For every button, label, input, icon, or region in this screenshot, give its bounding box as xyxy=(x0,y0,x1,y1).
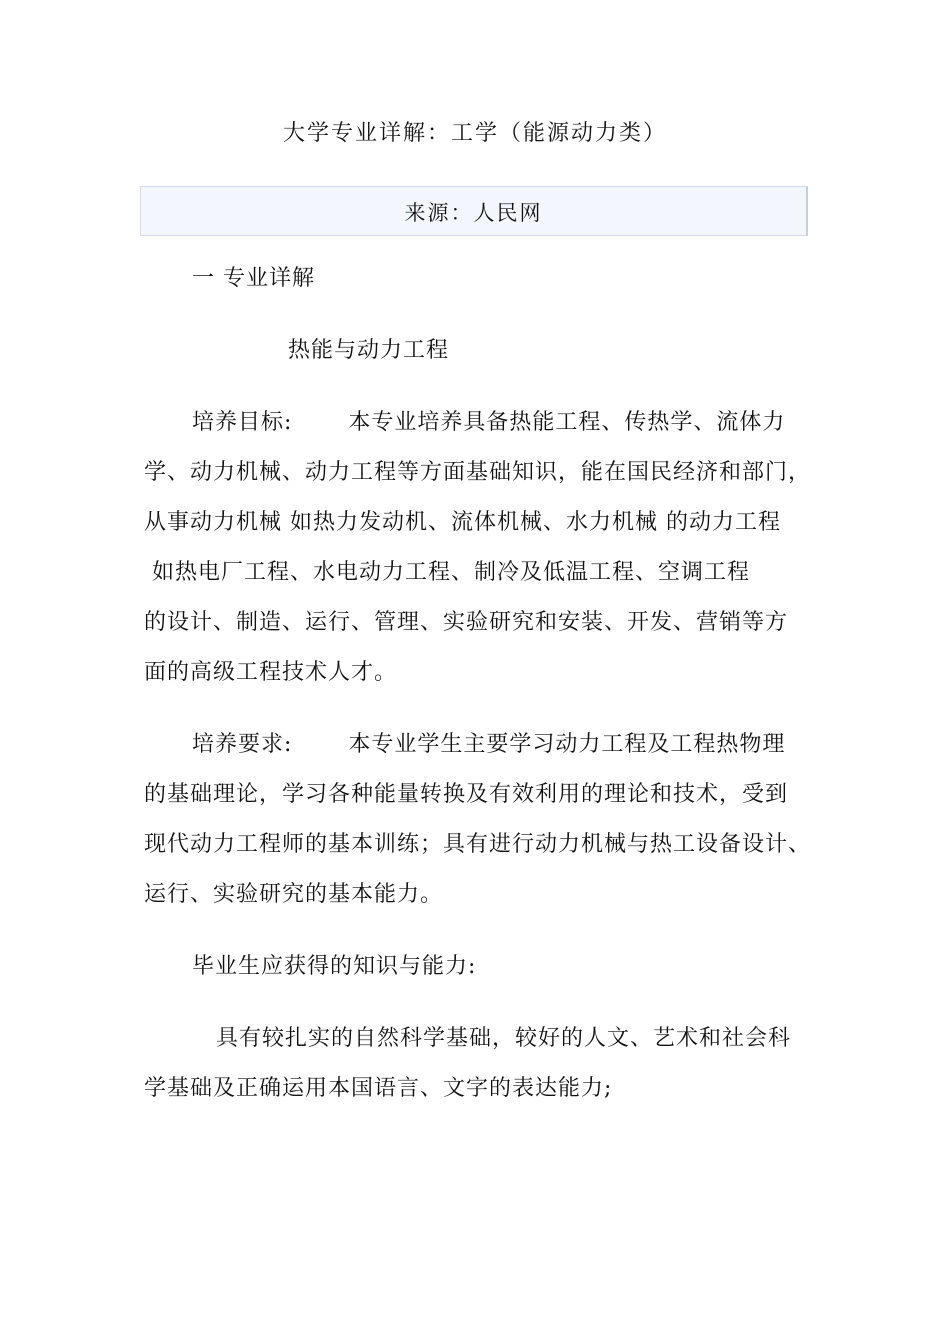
requirement-line-4: 运行、实验研究的基本能力。 xyxy=(144,882,444,907)
section-heading: 一 专业详解 xyxy=(192,266,315,291)
abilities-heading: 毕业生应获得的知识与能力: xyxy=(192,954,477,979)
goal-line-2: 学、动力机械、动力工程等方面基础知识，能在国民经济和部门， xyxy=(144,460,812,485)
goal-label: 培养目标: xyxy=(192,410,293,435)
source-box xyxy=(140,186,808,236)
goal-line-6: 面的高级工程技术人才。 xyxy=(144,660,398,685)
goal-line-5: 的设计、制造、运行、管理、实验研究和安装、开发、营销等方 xyxy=(144,610,789,635)
goal-line-1 xyxy=(192,408,785,438)
requirement-text-1: 本专业学生主要学习动力工程及工程热物理 xyxy=(348,732,786,757)
abilities-line-2: 学基础及正确运用本国语言、文字的表达能力; xyxy=(144,1076,613,1101)
requirement-line-1 xyxy=(192,730,785,760)
requirement-line-2: 的基础理论，学习各种能量转换及有效利用的理论和技术，受到 xyxy=(144,782,789,807)
goal-line-3: 从事动力机械 如热力发动机、流体机械、水力机械 的动力工程 xyxy=(144,510,781,535)
requirement-label: 培养要求: xyxy=(192,732,293,757)
source-text: 来源：人民网 xyxy=(404,201,543,225)
abilities-line-1: 具有较扎实的自然科学基础，较好的人文、艺术和社会科 xyxy=(216,1026,792,1051)
goal-text-1: 本专业培养具备热能工程、传热学、流体力 xyxy=(348,410,786,435)
major-name: 热能与动力工程 xyxy=(288,338,450,363)
document-title: 大学专业详解：工学（能源动力类） xyxy=(282,121,667,146)
requirement-line-3: 现代动力工程师的基本训练；具有进行动力机械与热工设备设计、 xyxy=(144,832,812,857)
goal-line-4: 如热电厂工程、水电动力工程、制冷及低温工程、空调工程 xyxy=(144,560,750,585)
